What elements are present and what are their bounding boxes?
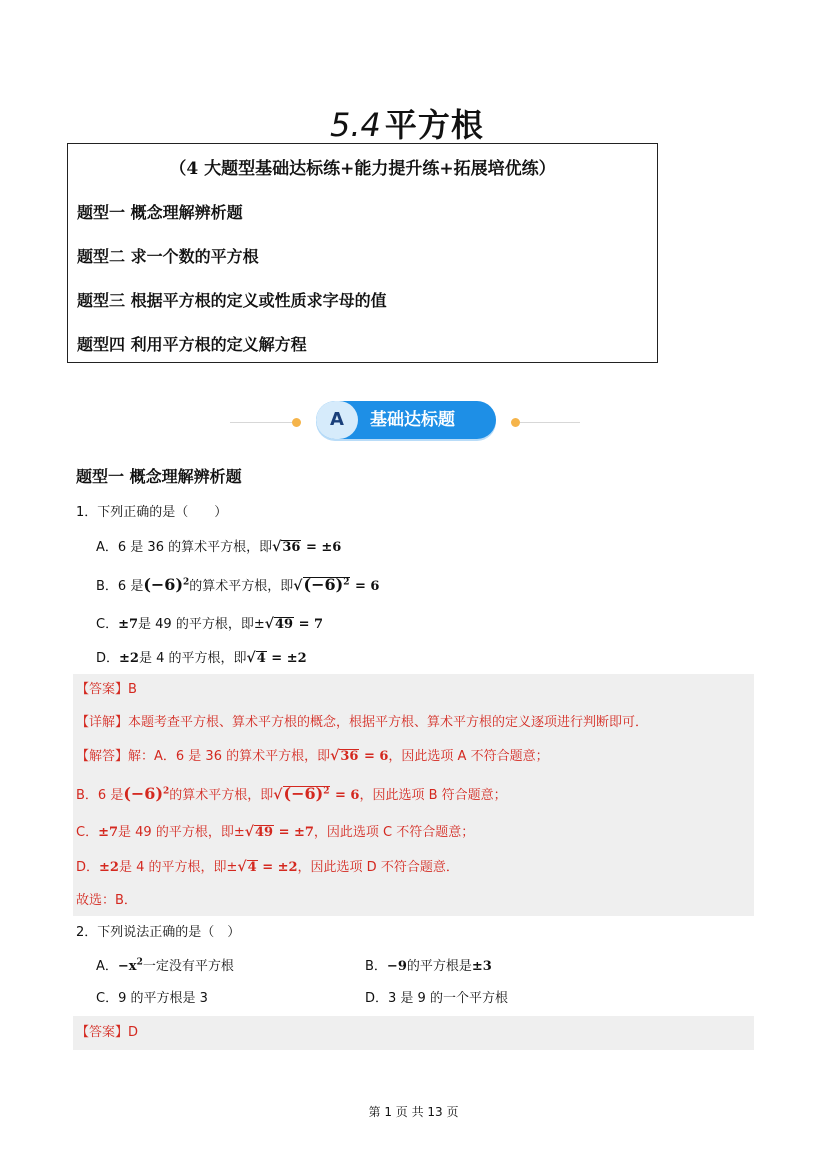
banner-letter-badge: A: [316, 401, 358, 439]
q1-solution-c-rhs: = ±7: [278, 825, 314, 840]
q1-solution-b-base: (−6): [123, 784, 164, 803]
q1-option-a: A．6 是 36 的算术平方根，即√36 = ±6: [96, 539, 342, 555]
summary-subtitle: （4 大题型基础达标练+能力提升练+拓展培优练）: [169, 159, 556, 179]
q1-option-d-label: D．: [96, 651, 120, 666]
q2-option-b-expression: −9: [386, 959, 407, 974]
q1-solution-c: C．±7是 49 的平方根，即±√49 = ±7，因此选项 C 不符合题意；: [76, 824, 475, 840]
q1-solution-b-middle: 的算术平方根，即: [169, 788, 274, 803]
q1-option-d-rhs: = ±2: [271, 651, 307, 666]
q2-option-b: [365, 957, 492, 977]
section-heading: 题型一 概念理解辨析题: [76, 467, 242, 486]
q1-solution-b-radicand-exponent: 2: [323, 786, 330, 797]
q1-solution-d-rhs: = ±2: [262, 860, 298, 875]
q1-solution-b-exponent: 2: [163, 786, 170, 797]
q2-option-a-label: A．: [96, 959, 118, 974]
page-footer: 第 1 页 共 13 页: [368, 1105, 459, 1119]
banner-right-dot: [511, 418, 520, 427]
q1-option-d-text: 是 4 的平方根，即: [138, 651, 247, 666]
q1-option-b-middle: 的算术平方根，即: [189, 579, 294, 594]
q1-option-b-base: (−6): [143, 575, 184, 594]
q2-option-c: C．9 的平方根是 3: [96, 991, 208, 1006]
q1-solution-a-rhs: = 6: [363, 749, 389, 764]
q1-option-c-value: ±7: [118, 617, 139, 632]
title-number: 5.4: [330, 106, 381, 144]
q1-solution-a: 【解答】解：A．6 是 36 的算术平方根，即√36 = 6，因此选项 A 不符合题意；: [76, 748, 549, 764]
q1-solution-a-text: 【解答】解：A．6 是 36 的算术平方根，即: [76, 749, 331, 764]
q1-option-b-rhs: = 6: [354, 579, 380, 594]
q1-option-d: D．±2是 4 的平方根，即√4 = ±2: [96, 650, 307, 666]
banner-pill: [316, 401, 496, 439]
q2-option-b-label: B．: [365, 959, 387, 974]
q1-solution-d-radicand: 4: [247, 860, 257, 875]
q1-option-c-label: C．: [96, 617, 119, 632]
q2-option-a-text: 一定没有平方根: [142, 959, 234, 974]
q2-option-a-expression: −x: [117, 959, 137, 974]
q1-solution-d-conclusion: ，因此选项 D 不符合题意．: [297, 860, 459, 875]
q1-option-b-radicand-exponent: 2: [343, 577, 350, 588]
q2-option-a: [96, 957, 234, 977]
q1-solution-d: D．±2是 4 的平方根，即±√4 = ±2，因此选项 D 不符合题意．: [76, 859, 459, 875]
q1-solution-c-label: C．: [76, 825, 99, 840]
q1-option-b: B．6 是$(-6)^2$的算术平方根，即$√(-6)^2 = 6$: [96, 575, 380, 594]
q1-solution-c-value: ±7: [98, 825, 119, 840]
q1-solution-a-radicand: 36: [340, 749, 359, 764]
q1-solution-a-conclusion: ，因此选项 A 不符合题意；: [388, 749, 549, 764]
q1-solution-c-conclusion: ，因此选项 C 不符合题意；: [313, 825, 475, 840]
summary-item-type-2: 题型二 求一个数的平方根: [77, 247, 259, 266]
q1-option-c-rhs: = 7: [298, 617, 324, 632]
q1-option-b-radicand: (−6): [303, 575, 344, 594]
q1-solution-b: B．6 是$(-6)^2$的算术平方根，即$√(-6)^2 = 6$，因此选项 B 符合题意；: [76, 784, 507, 803]
question-type-summary-box: [67, 143, 658, 363]
q1-detail: 【详解】本题考查平方根、算术平方根的概念，根据平方根、算术平方根的定义逐项进行判断即可．: [76, 715, 649, 730]
q1-solution-d-value: ±2: [99, 860, 119, 875]
q2-answer: 【答案】D: [76, 1025, 139, 1040]
q1-solution-b-conclusion: ，因此选项 B 符合题意；: [359, 788, 507, 803]
q1-option-b-exponent: 2: [183, 577, 190, 588]
q1-option-c: C．±7是 49 的平方根，即±√49 = 7: [96, 616, 324, 632]
q2-option-b-value: ±3: [471, 959, 492, 974]
q1-solution-d-text: 是 4 的平方根，即±: [118, 860, 238, 875]
q1-solution-b-radicand: (−6): [283, 784, 324, 803]
section-banner: [230, 399, 580, 445]
q1-option-c-text: 是 49 的平方根，即±: [138, 617, 265, 632]
banner-left-dot: [292, 418, 301, 427]
banner-right-line: [520, 422, 580, 423]
summary-item-type-4: 题型四 利用平方根的定义解方程: [77, 335, 307, 354]
q1-solution-c-text: 是 49 的平方根，即±: [118, 825, 245, 840]
question-1-stem: 1．下列正确的是（ ）: [76, 505, 228, 520]
banner-left-line: [230, 422, 292, 423]
question-2-stem: 2．下列说法正确的是（ ）: [76, 925, 241, 940]
q2-option-d: D．3 是 9 的一个平方根: [365, 991, 508, 1006]
summary-item-type-3: 题型三 根据平方根的定义或性质求字母的值: [77, 291, 387, 310]
title-text: 平方根: [384, 106, 484, 144]
q1-solution-b-text: B．6 是: [76, 788, 124, 803]
q1-option-a-text: A．6 是 36 的算术平方根，即: [96, 540, 273, 555]
summary-item-type-1: 题型一 概念理解辨析题: [77, 203, 243, 222]
q2-option-a-exponent: 2: [136, 957, 143, 968]
q1-option-c-radicand: 49: [274, 617, 294, 632]
q1-option-b-text: B．6 是: [96, 579, 144, 594]
q1-option-d-radicand: 4: [256, 651, 266, 666]
q2-answer-panel: [73, 1016, 754, 1050]
q1-conclusion: 故选：B．: [76, 893, 137, 908]
q1-solution-b-rhs: = 6: [334, 788, 360, 803]
document-title: [330, 100, 630, 146]
q2-option-b-text: 的平方根是: [406, 959, 472, 974]
q1-answer: 【答案】B: [76, 682, 137, 697]
q1-solution-c-radicand: 49: [254, 825, 274, 840]
q1-option-d-value: ±2: [119, 651, 139, 666]
q1-option-a-rhs: = ±6: [305, 540, 342, 555]
q1-solution-d-label: D．: [76, 860, 100, 875]
banner-label: 基础达标题: [370, 410, 455, 430]
q1-option-a-radicand: 36: [282, 540, 301, 555]
